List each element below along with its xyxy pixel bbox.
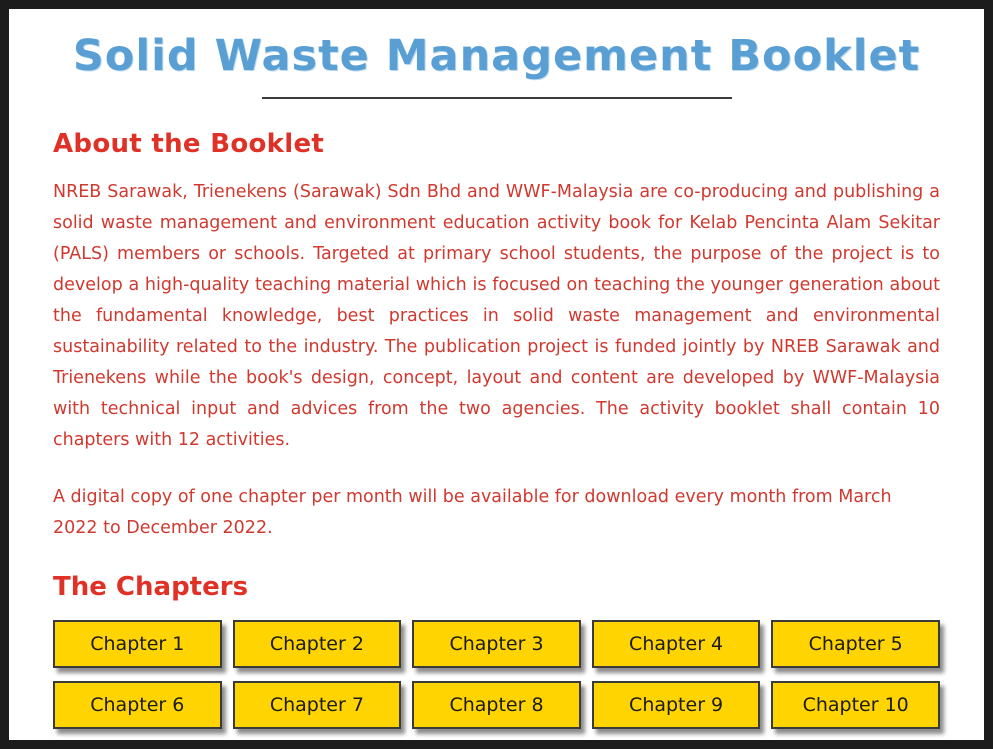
page-title: Solid Waste Management Booklet	[72, 31, 921, 81]
about-paragraph-1: NREB Sarawak, Trienekens (Sarawak) Sdn Bhd and WWF-Malaysia are co-producing and publishing a solid waste management and environment education activity book for Kelab Pencinta Alam Sekitar (PALS) members or schools. Targeted at primary school students, the purpose of the project is to develop a high-quality teaching material which is focused on teaching the younger generation about the fundamental knowledge, best practices in solid waste management and environmental sustainability related to the industry. The publication project is funded jointly by NREB Sarawak and Trienekens while the book's design, concept, layout and content are developed by WWF-Malaysia with technical input and advices from the two agencies. The activity booklet shall contain 10 chapters with 12 activities.	[53, 182, 940, 450]
chapter-button-4[interactable]: Chapter 4	[592, 620, 761, 668]
chapters-heading: The Chapters	[53, 572, 249, 602]
document-content	[9, 129, 984, 729]
chapter-button-3[interactable]: Chapter 3	[412, 620, 581, 668]
chapter-button-9[interactable]: Chapter 9	[592, 681, 761, 729]
chapter-button-6[interactable]: Chapter 6	[53, 681, 222, 729]
about-heading: About the Booklet	[53, 129, 325, 159]
chapter-button-8[interactable]: Chapter 8	[412, 681, 581, 729]
chapter-button-5[interactable]: Chapter 5	[771, 620, 940, 668]
chapter-button-7[interactable]: Chapter 7	[233, 681, 402, 729]
chapter-button-2[interactable]: Chapter 2	[233, 620, 402, 668]
chapter-button-grid	[53, 620, 940, 729]
title-divider	[262, 97, 732, 99]
document-page	[9, 9, 984, 740]
about-paragraph-2: A digital copy of one chapter per month will be available for download every month from March 2022 to December 2022.	[53, 487, 892, 538]
chapter-button-1[interactable]: Chapter 1	[53, 620, 222, 668]
chapter-button-10[interactable]: Chapter 10	[771, 681, 940, 729]
